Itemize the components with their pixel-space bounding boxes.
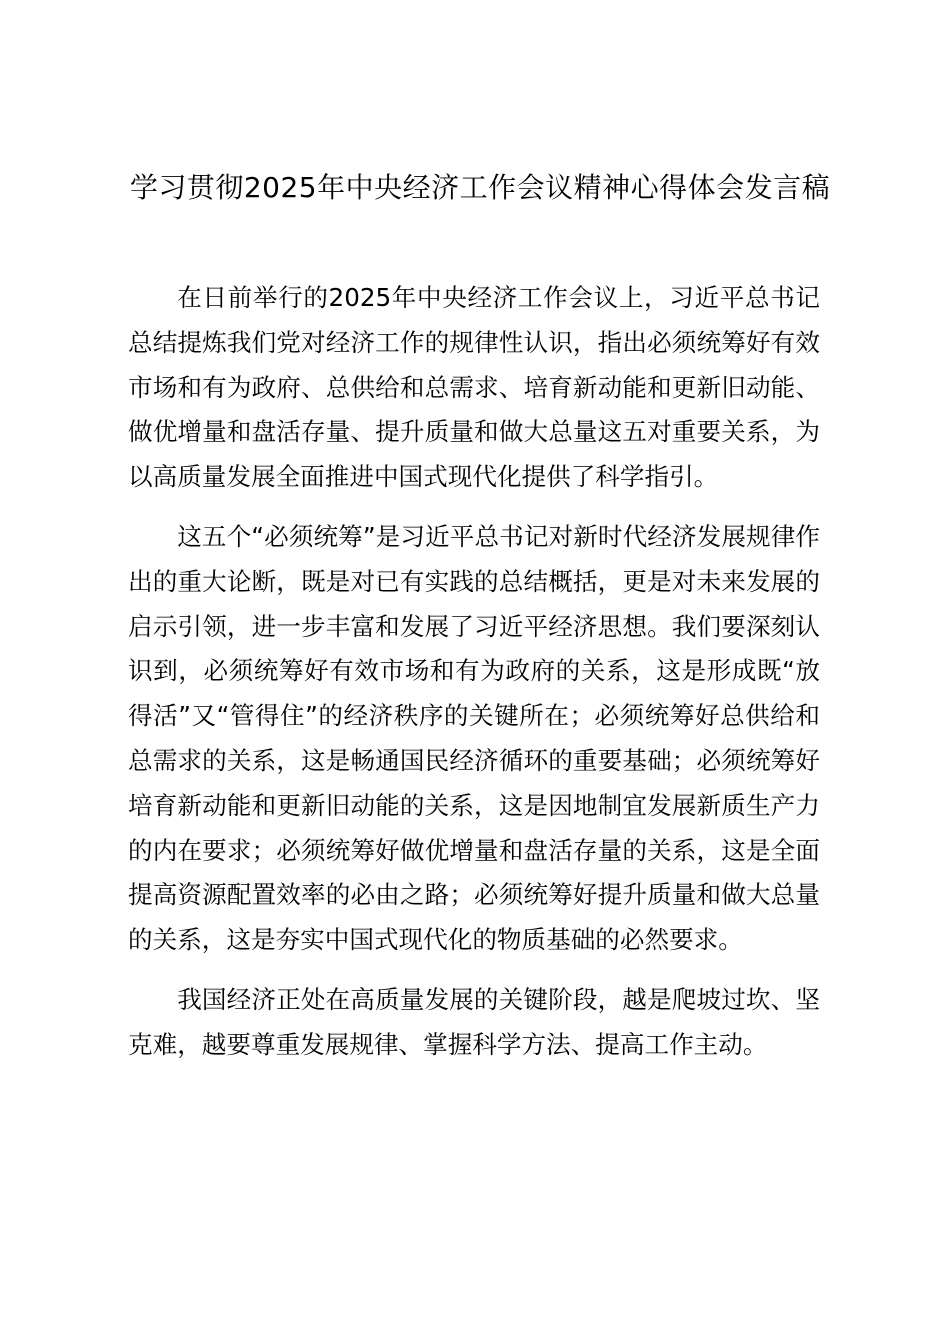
document-body (128, 276, 820, 1083)
paragraph: 这五个“必须统筹”是习近平总书记对新时代经济发展规律作出的重大论断，既是对已有实践的总结概括，更是对未来发展的启示引领，进一步丰富和发展了习近平经济思想。我们要深刻认识到，必须统筹好有效市场和有为政府的关系，这是形成既“放得活”又“管得住”的经济秩序的关键所在；必须统筹好总供给和总需求的关系，这是畅通国民经济循环的重要基础；必须统筹好培育新动能和更新旧动能的关系，这是因地制宜发展新质生产力的内在要求；必须统筹好做优增量和盘活存量的关系，这是全面提高资源配置效率的必由之路；必须统筹好提升质量和做大总量的关系，这是夯实中国式现代化的物质基础的必然要求。 (128, 521, 820, 955)
paragraph: 在日前举行的2025年中央经济工作会议上，习近平总书记总结提炼我们党对经济工作的规律性认识，指出必须统筹好有效市场和有为政府、总供给和总需求、培育新动能和更新旧动能、做优增量和盘活存量、提升质量和做大总量这五对重要关系，为以高质量发展全面推进中国式现代化提供了科学指引。 (128, 283, 820, 492)
document-title: 学习贯彻2025年中央经济工作会议精神心得体会发言稿 (129, 171, 831, 204)
paragraph: 我国经济正处在高质量发展的关键阶段，越是爬坡过坎、坚克难，越要尊重发展规律、掌握科学方法、提高工作主动。 (128, 984, 820, 1059)
